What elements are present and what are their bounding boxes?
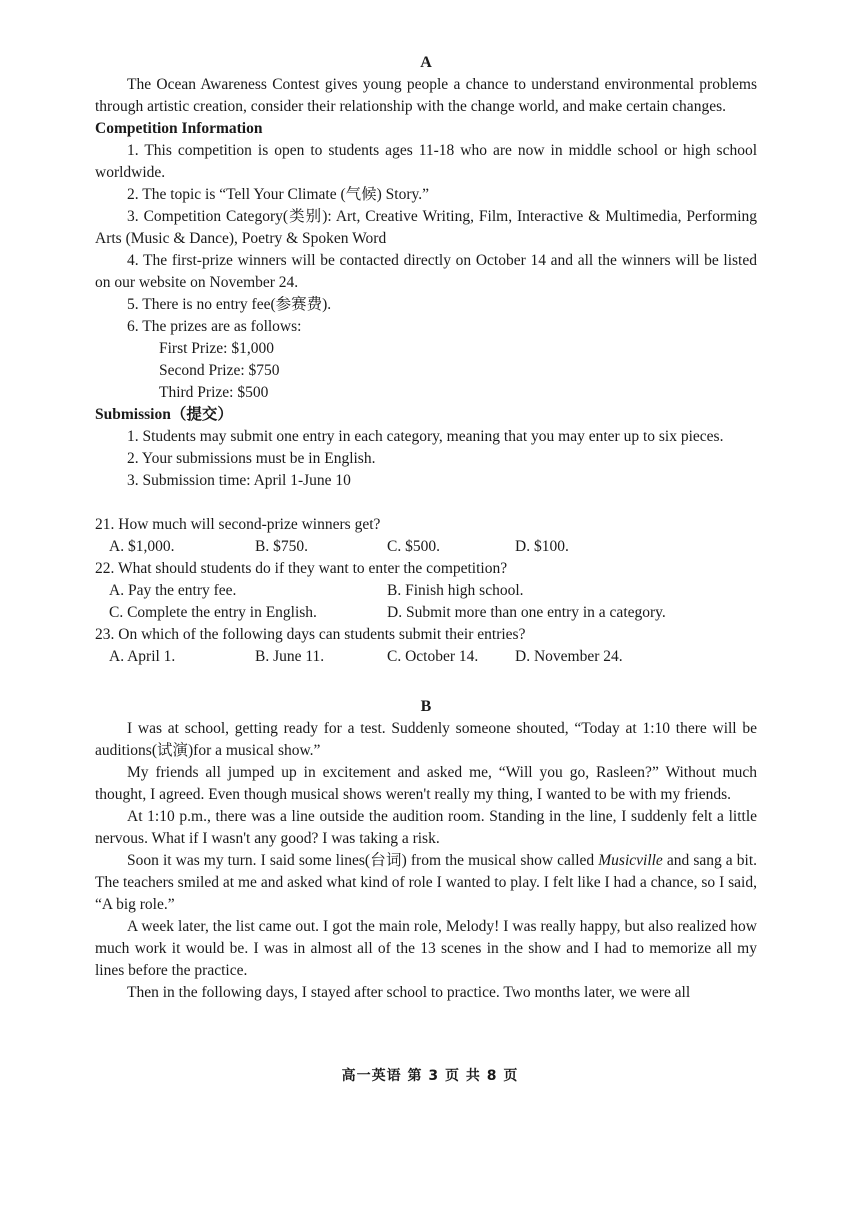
story-paragraph — [95, 850, 757, 916]
story-paragraph: At 1:10 p.m., there was a line outside the audition room. Standing in the line, I suddenly felt a little nervous. What if I wasn't any good? I was taking a risk. — [95, 808, 757, 847]
section-b-title: B — [420, 698, 432, 715]
exam-page — [95, 52, 757, 1004]
option: B. Finish high school. — [387, 582, 524, 599]
option: D. November 24. — [515, 648, 623, 665]
competition-item: 4. The first-prize winners will be contacted directly on October 14 and all the winners will be listed on our website on November 24. — [95, 252, 757, 291]
submission-item: 2. Your submissions must be in English. — [127, 450, 376, 467]
competition-item: 6. The prizes are as follows: — [127, 318, 302, 335]
competition-heading: Competition Information — [95, 120, 263, 137]
story-paragraph: Then in the following days, I stayed after school to practice. Two months later, we were all — [127, 984, 691, 1001]
question-21-options — [95, 536, 757, 558]
competition-item: 2. The topic is “Tell Your Climate (气候) Story.” — [127, 186, 429, 203]
question-22-options-row2 — [95, 602, 757, 624]
story-text: and sang a bit. The teachers smiled at me and asked what kind of role I wanted to play. I felt like I had a chance, so I said, “A big role.” — [95, 852, 757, 913]
option: D. $100. — [515, 538, 569, 555]
prize-line: Third Prize: $500 — [159, 384, 269, 401]
submission-item: 1. Students may submit one entry in each category, meaning that you may enter up to six pieces. — [127, 428, 724, 445]
prize-line: First Prize: $1,000 — [159, 340, 274, 357]
option: C. October 14. — [387, 648, 479, 665]
story-paragraph: I was at school, getting ready for a test. Suddenly someone shouted, “Today at 1:10 there will be auditions(试演)for a musical show.” — [95, 720, 757, 759]
story-paragraph: A week later, the list came out. I got the main role, Melody! I was really happy, but also realized how much work it would be. I was in almost all of the 13 scenes in the show and I had to memorize all my lines before the practice. — [95, 918, 757, 979]
option: C. $500. — [387, 538, 440, 555]
option: B. June 11. — [255, 648, 325, 665]
question-21: 21. How much will second-prize winners get? — [95, 516, 381, 533]
story-paragraph: My friends all jumped up in excitement and asked me, “Will you go, Rasleen?” Without much thought, I agreed. Even though musical shows weren't really my thing, I wanted to be with my friends. — [95, 764, 757, 803]
competition-item: 5. There is no entry fee(参赛费). — [127, 296, 332, 313]
question-22: 22. What should students do if they want to enter the competition? — [95, 560, 508, 577]
option: B. $750. — [255, 538, 308, 555]
submission-heading: Submission（提交） — [95, 406, 233, 423]
competition-item: 1. This competition is open to students ages 11-18 who are now in middle school or high school worldwide. — [95, 142, 757, 181]
option: A. $1,000. — [109, 538, 175, 555]
question-23-options — [95, 646, 757, 668]
section-a-intro: The Ocean Awareness Contest gives young people a chance to understand environmental problems through artistic creation, consider their relationship with the change world, and make certain changes. — [95, 76, 757, 115]
page-footer: 高一英语 第 3 页 共 8 页 — [341, 1068, 519, 1084]
competition-item: 3. Competition Category(类别): Art, Creative Writing, Film, Interactive & Multimedia, Performing Arts (Music & Dance), Poetry & Spoken Word — [95, 208, 757, 247]
question-22-options-row1 — [95, 580, 757, 602]
question-23: 23. On which of the following days can students submit their entries? — [95, 626, 526, 643]
option: C. Complete the entry in English. — [109, 604, 317, 621]
submission-item: 3. Submission time: April 1-June 10 — [127, 472, 351, 489]
section-a-title: A — [420, 54, 432, 71]
story-text: Soon it was my turn. I said some lines(台词) from the musical show called — [127, 852, 599, 869]
option: A. Pay the entry fee. — [109, 582, 237, 599]
option: A. April 1. — [109, 648, 176, 665]
show-title: Musicville — [598, 852, 663, 869]
option: D. Submit more than one entry in a category. — [387, 604, 666, 621]
prize-line: Second Prize: $750 — [159, 362, 280, 379]
